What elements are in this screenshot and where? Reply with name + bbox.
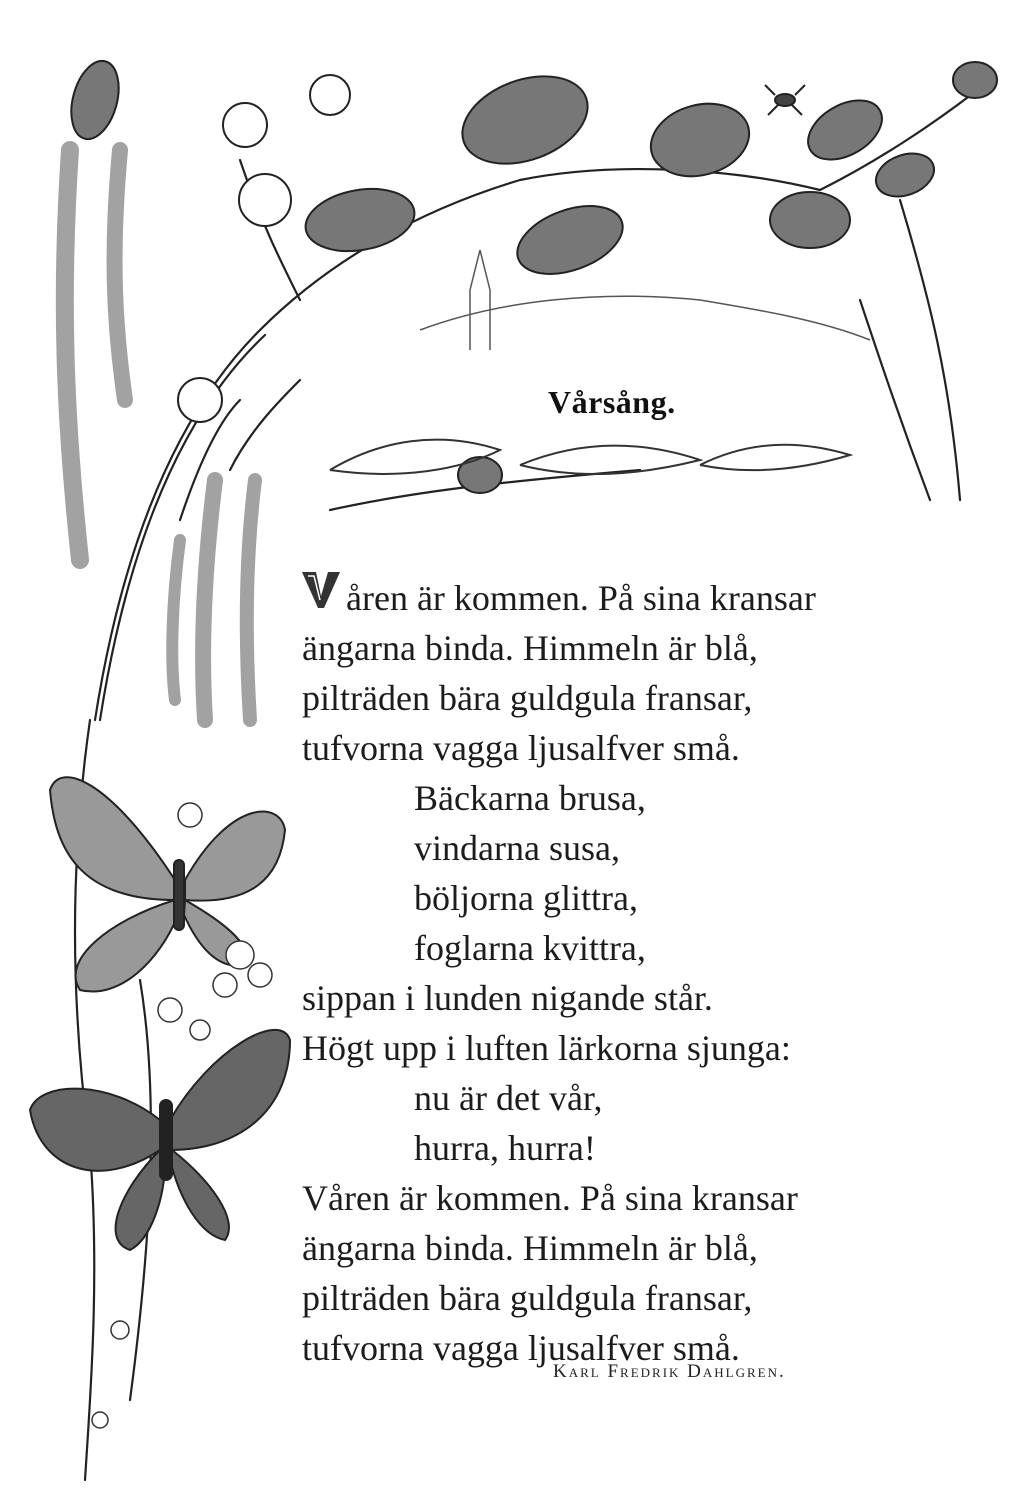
poem-line: tufvorna vagga ljusalfver små. [302, 728, 740, 768]
butterfly-lower-illustration [30, 1030, 290, 1250]
poem-line: vindarna susa, [414, 828, 620, 868]
willow-branch [95, 80, 990, 720]
poem-line: hurra, hurra! [414, 1128, 596, 1168]
poem-line: tufvorna vagga ljusalfver små. [302, 1328, 740, 1368]
poem-line: foglarna kvittra, [414, 928, 646, 968]
poem-line: ängarna binda. Himmeln är blå, [302, 1228, 758, 1268]
author-name: Karl Fredrik Dahlgren. [553, 1361, 786, 1382]
poem-line: pilträden bära guldgula fransar, [302, 1278, 753, 1318]
poem-line: åren är kommen. På sina kransar [346, 578, 816, 618]
poem-line: sippan i lunden nigande står. [302, 978, 713, 1018]
poem-line: nu är det vår, [414, 1078, 603, 1118]
poem-line: Högt upp i luften lärkorna sjunga: [302, 1028, 791, 1068]
poem-line: ängarna binda. Himmeln är blå, [302, 628, 758, 668]
poem-line: Våren är kommen. På sina kransar [302, 1178, 798, 1218]
poem-line: böljorna glittra, [414, 878, 638, 918]
poem-line: pilträden bära guldgula fransar, [302, 678, 753, 718]
poem-title: Vårsång. [548, 384, 676, 420]
poem-line: Bäckarna brusa, [414, 778, 646, 818]
dropcap-initial [300, 570, 342, 610]
